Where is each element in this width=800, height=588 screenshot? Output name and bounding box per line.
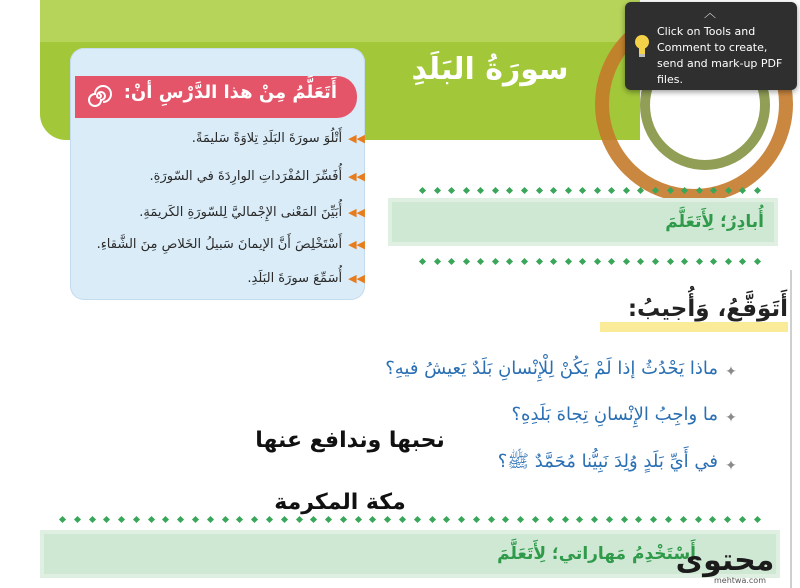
goal-item <box>95 202 365 224</box>
goal-text: أَسْتَخْلِصَ أَنَّ الإيمانَ سَبيلُ الخَلاصِ مِنَ الشَّقاءِ. <box>96 237 343 252</box>
dotted-divider <box>420 185 760 195</box>
arrow-bullet-icon: ◀◀ <box>348 238 365 251</box>
goal-text: أُبَيِّنَ المَعْنى الإِجْماليَّ لِلسّورَةِ الكَريمَةِ. <box>139 205 343 220</box>
diamond-bullet-icon: ✦ <box>725 458 737 474</box>
pdf-tooltip-text: Click on Tools and Comment to create, send and mark-up PDF files. <box>657 25 783 86</box>
goal-item <box>95 166 365 188</box>
dotted-divider <box>420 256 760 266</box>
arrow-bullet-icon: ◀◀ <box>348 272 365 285</box>
title-highlight <box>600 322 788 332</box>
site-logo-subtext: mehtwa.com <box>714 576 766 585</box>
arrow-bullet-icon: ◀◀ <box>348 170 365 183</box>
diamond-bullet-icon: ✦ <box>725 364 737 380</box>
learning-goals-title: أَتَعَلَّمُ مِنْ هذا الدَّرْسِ أنْ: <box>123 82 337 103</box>
goal-item <box>95 234 365 256</box>
question-text: ماذا يَحْدُثُ إذا لَمْ يَكُنْ لِلْإِنْسانِ بَلَدٌ يَعيشُ فيهِ؟ <box>385 358 718 379</box>
spiral-icon <box>86 83 112 109</box>
goal-text: أَتْلُوَ سورَةَ البَلَدِ تِلاوَةً سَليمَةً. <box>191 131 343 146</box>
header-green-band-highlight <box>40 0 640 42</box>
dotted-divider <box>60 514 760 524</box>
question-text: في أَيِّ بَلَدٍ وُلِدَ نَبِيُّنا مُحَمَّدٌ ﷺ؟ <box>497 451 718 472</box>
goal-text: أُسَمِّعَ سورَةَ البَلَدِ. <box>247 271 343 286</box>
page-edge <box>790 270 800 588</box>
arrow-bullet-icon: ◀◀ <box>348 132 365 145</box>
goal-item <box>95 128 365 150</box>
arrow-bullet-icon: ◀◀ <box>348 206 365 219</box>
answer-overlay-text: نحبها وندافع عنها <box>255 428 445 453</box>
close-chevron-icon[interactable]: ︿ <box>703 6 716 20</box>
diamond-bullet-icon: ✦ <box>725 410 737 426</box>
expect-answer-title: أَتَوَقَّعُ، وَأُجيبُ: <box>627 296 788 322</box>
surah-title: سورَةُ البَلَدِ <box>411 52 569 87</box>
question-text: ما واجِبُ الإِنْسانِ تِجاهَ بَلَدِهِ؟ <box>511 404 718 425</box>
goal-item <box>95 268 365 290</box>
answer-overlay-text: مكة المكرمة <box>274 490 406 515</box>
bulb-icon <box>632 32 652 62</box>
section-initiative-title: أُبادِرُ؛ لِأَتَعَلَّمَ <box>665 212 764 232</box>
site-logo-text: محتوى <box>675 543 775 578</box>
goal-text: أُفَسِّرَ المُفْرَداتِ الوارِدَةَ في السّورَةِ. <box>149 169 343 184</box>
section-skills-title: أَسْتَخْدِمُ مَهاراتي؛ لِأَتَعَلَّمَ <box>497 544 696 564</box>
